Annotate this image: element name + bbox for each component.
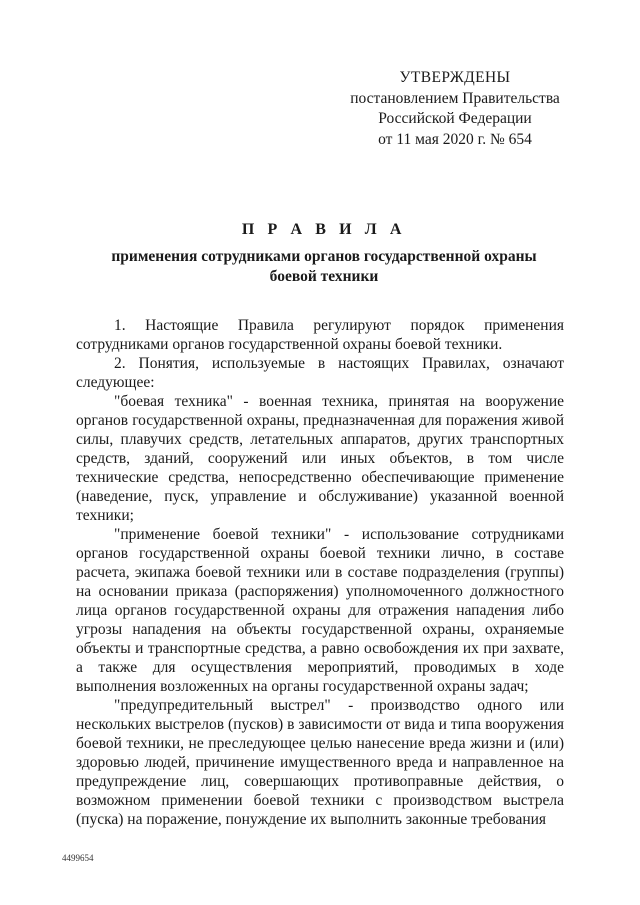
paragraph-1: 1. Настоящие Правила регулируют порядок применения сотрудниками органов государственной охраны боевой техники. <box>76 317 564 353</box>
approval-heading: УТВЕРЖДЕНЫ <box>399 69 511 86</box>
subtitle-line: боевой техники <box>269 268 379 285</box>
definition-combat-equipment: "боевая техника" - военная техника, принятая на вооружение органов государственной охраны, предназначенная для поражения живой силы, плавучих средств, летательных аппаратов, других транспортных средств, зданий, сооружений или иных объектов, в том числе технические средства, непосредственно обеспечивающие применение (наведение, пуск, управление и обслуживание) указанной военной техники; <box>76 393 564 524</box>
footer-document-code: 4499654 <box>62 853 94 863</box>
document-body <box>76 316 564 829</box>
approval-line-federation: Российской Федерации <box>378 110 532 127</box>
subtitle-line: применения сотрудниками органов государственной охраны <box>111 248 537 265</box>
approval-line-resolution: постановлением Правительства <box>350 89 560 107</box>
approval-line-date-number: от 11 мая 2020 г. № 654 <box>378 130 532 148</box>
definition-warning-shot: "предупредительный выстрел" - производство одного или нескольких выстрелов (пусков) в зависимости от вида и типа вооружения боевой техники, не преследующее целью нанесение вреда жизни и (или) здоровью людей, причинение имущественного вреда и направленное на предупреждение лиц, совершающих противоправные действия, о возможном применении боевой техники с производством выстрела (пуска) на поражение, понуждение их выполнить законные требования <box>76 697 564 828</box>
definition-use-of-equipment: "применение боевой техники" - использование сотрудниками органов государственной охраны боевой техники лично, в составе расчета, экипажа боевой техники или в составе подразделения (группы) на основании приказа (распоряжения) уполномоченного должностного лица органов государственной охраны для отражения нападения либо угрозы нападения на объекты государственной охраны, охраняемые объекты и транспортные средства, а равно освобождения их при захвате, а также для осуществления мероприятий, проводимых в ходе выполнения возложенных на органы государственной охраны задач; <box>76 526 564 695</box>
document-title: П Р А В И Л А <box>241 221 407 238</box>
document-subtitle <box>100 247 548 287</box>
paragraph-2: 2. Понятия, используемые в настоящих Правилах, означают следующее: <box>76 355 564 391</box>
approval-block <box>340 68 570 150</box>
